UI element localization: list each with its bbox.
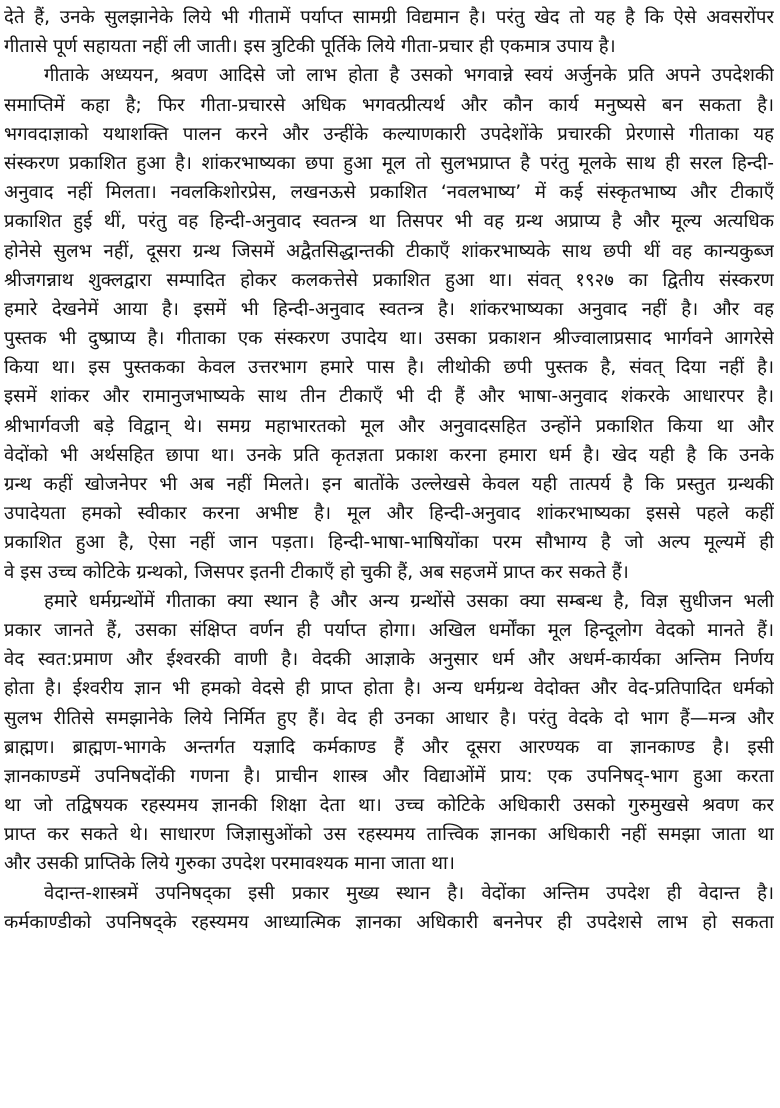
- text-line: प्राप्त कर सकते थे। साधारण जिज्ञासुओंको उस रहस्यमय तात्त्विक ज्ञानका अधिकारी नहीं समझा जाता था: [4, 824, 774, 846]
- text-line: समाप्तिमें कहा है; फिर गीता-प्रचारसे अधिक भगवत्प्रीत्यर्थ और कौन कार्य मनुष्यसे बन सकता है।: [4, 94, 774, 116]
- text-line: प्रकाशित हुई थीं, परंतु वह हिन्दी-अनुवाद स्वतन्त्र था तिसपर भी वह ग्रन्थ अप्राप्य है और मूल्य अत्यधिक: [4, 211, 774, 233]
- text-line: संस्करण प्रकाशित हुआ है। शांकरभाष्यका छपा हुआ मूल तो सुलभप्राप्त है परंतु मूलके साथ ही सरल हिन्दी-: [4, 152, 774, 174]
- text-line: पुस्तक भी दुष्प्राप्य है। गीताका एक संस्करण उपादेय था। उसका प्रकाशन श्रीज्वालाप्रसाद भार्गवने आगरेसे: [4, 328, 774, 350]
- text-line: वेदान्त-शास्त्रमें उपनिषद्का इसी प्रकार मुख्य स्थान है। वेदोंका अन्तिम उपदेश ही वेदान्त है।: [44, 882, 774, 904]
- text-line: वेद स्वत:प्रमाण और ईश्वरकी वाणी है। वेदकी आज्ञाके अनुसार धर्म और अधर्म-कार्यका अन्तिम निर्णय: [4, 649, 774, 671]
- text-line: किया था। इस पुस्तकका केवल उत्तरभाग हमारे पास है। लीथोकी छपी पुस्तक है, संवत् दिया नहीं है।: [4, 357, 774, 379]
- text-line: था जो तद्विषयक रहस्यमय ज्ञानकी शिक्षा देता था। उच्च कोटिके अधिकारी उसको गुरुमुखसे श्रवण कर: [4, 795, 774, 817]
- text-line: होनेसे सुलभ नहीं, दूसरा ग्रन्थ जिसमें अद्वैतसिद्धान्तकी टीकाएँ शांकरभाष्यके साथ छपी थीं वह कान्यकुब्ज: [4, 240, 774, 262]
- text-line: अनुवाद नहीं मिलता। नवलकिशोरप्रेस, लखनऊसे प्रकाशित ‘नवलभाष्य’ में कई संस्कृतभाष्य और टीकाएँ: [4, 182, 774, 204]
- text-line: कर्मकाण्डीको उपनिषद्के रहस्यमय आध्यात्मिक ज्ञानका अधिकारी बननेपर ही उपदेशसे लाभ हो सकता: [4, 911, 774, 933]
- text-line: देते हैं, उनके सुलझानेके लिये भी गीतामें पर्याप्त सामग्री विद्यमान है। परंतु खेद तो यह है कि ऐसे अवसरोंपर: [4, 7, 774, 28]
- text-line: हमारे धर्मग्रन्थोंमें गीताका क्या स्थान है और अन्य ग्रन्थोंसे उसका क्या सम्बन्ध है, विज्ञ सुधीजन भली: [44, 590, 774, 612]
- text-line: वे इस उच्च कोटिके ग्रन्थको, जिसपर इतनी टीकाएँ हो चुकी हैं, अब सहजमें प्राप्त कर सकते हैं।: [4, 561, 629, 583]
- paragraph: [4, 587, 774, 879]
- text-line: ज्ञानकाण्डमें उपनिषदोंकी गणना है। प्राचीन शास्त्र और विद्याओंमें प्राय: एक उपनिषद्-भाग हुआ करता: [4, 765, 774, 787]
- paragraph: [4, 3, 774, 61]
- text-line: इसमें शांकर और रामानुजभाष्यके साथ तीन टीकाएँ भी दी हैं और भाषा-अनुवाद शंकरके आधारपर है।: [4, 386, 774, 408]
- paragraph: [4, 879, 774, 937]
- text-line: होता है। ईश्वरीय ज्ञान भी हमको वेदसे ही प्राप्त होता है। अन्य धर्मग्रन्थ वेदोक्त और वेद-प्रतिपादित धर्मको: [4, 678, 774, 700]
- text-line: वेदोंको भी अर्थसहित छापा था। उनके प्रति कृतज्ञता प्रकाश करना हमारा धर्म है। खेद यही है कि उनके: [4, 444, 774, 466]
- paragraph: [4, 61, 774, 586]
- text-line: ब्राह्मण। ब्राह्मण-भागके अन्तर्गत यज्ञादि कर्मकाण्ड हैं और दूसरा आरण्यक वा ज्ञानकाण्ड है। इसी: [4, 736, 774, 758]
- text-line: श्रीजगन्नाथ शुक्लद्वारा सम्पादित होकर कलकत्तेसे प्रकाशित हुआ था। संवत् १९२७ का द्वितीय संस्करण: [4, 269, 774, 291]
- text-line: हमारे देखनेमें आया है। इसमें भी हिन्दी-अनुवाद स्वतन्त्र है। शांकरभाष्यका अनुवाद नहीं है। और वह: [4, 298, 774, 320]
- text-line: ग्रन्थ कहीं खोजनेपर भी अब नहीं मिलते। इन बातोंके उल्लेखसे केवल यही तात्पर्य है कि प्रस्तुत ग्रन्थकी: [4, 474, 774, 495]
- text-line: प्रकार जानते हैं, उसका संक्षिप्त वर्णन ही पर्याप्त होगा। अखिल धर्मोंका मूल हिन्दूलोग वेदको मानते हैं।: [4, 619, 774, 641]
- text-line: गीतासे पूर्ण सहायता नहीं ली जाती। इस त्रुटिकी पूर्तिके लिये गीता-प्रचार ही एकमात्र उपाय है।: [4, 36, 616, 58]
- text-line: श्रीभार्गवजी बड़े विद्वान् थे। समग्र महाभारतको मूल और अनुवादसहित उन्होंने प्रकाशित किया था और: [4, 415, 774, 437]
- text-line: भगवदाज्ञाको यथाशक्ति पालन करने और उन्हींके कल्याणकारी उपदेशोंके प्रचारकी प्रेरणासे गीताका यह: [4, 123, 774, 145]
- text-line: गीताके अध्ययन, श्रवण आदिसे जो लाभ होता है उसको भगवान्ने स्वयं अर्जुनके प्रति अपने उपदेशकी: [44, 65, 774, 87]
- text-line: प्रकाशित हुआ है, ऐसा नहीं जान पड़ता। हिन्दी-भाषा-भाषियोंका परम सौभाग्य है जो अल्प मूल्यमें ही: [4, 532, 774, 554]
- text-line: और उसकी प्राप्तिके लिये गुरुका उपदेश परमावश्यक माना जाता था।: [4, 853, 455, 875]
- text-line: सुलभ रीतिसे समझानेके लिये निर्मित हुए हैं। वेद ही उनका आधार है। परंतु वेदके दो भाग हैं—मन्त्र और: [4, 707, 774, 729]
- text-line: उपादेयता हमको स्वीकार करना अभीष्ट है। मूल और हिन्दी-अनुवाद शांकरभाष्यका इससे पहले कहीं: [4, 503, 774, 525]
